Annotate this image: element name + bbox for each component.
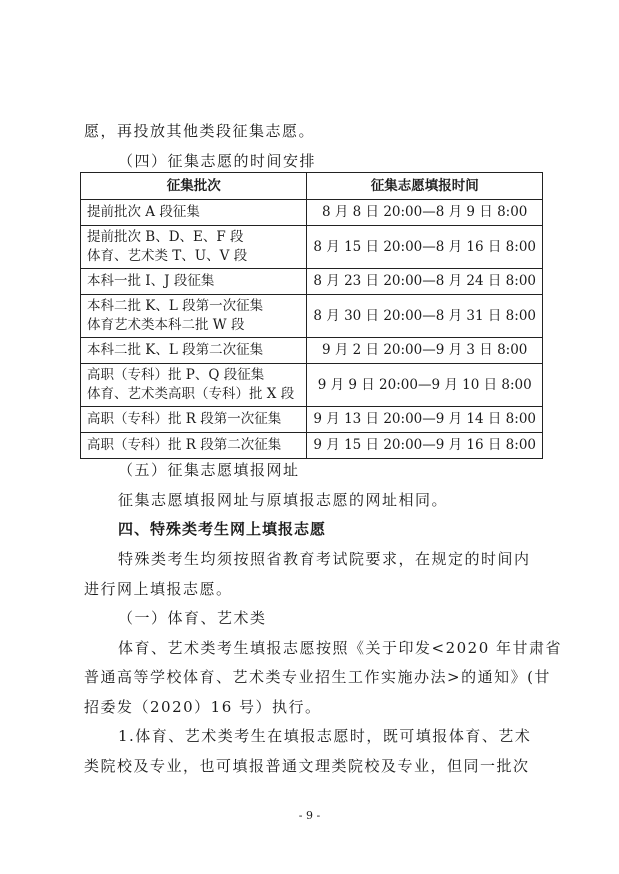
- heading-schedule: （四）征集志愿的时间安排: [118, 152, 317, 170]
- batch-cell: [81, 433, 307, 459]
- time-cell: 8 月 23 日 20:00—8 月 24 日 8:00: [307, 269, 543, 295]
- paragraph-url: 征集志愿填报网址与原填报志愿的网址相同。: [118, 491, 449, 509]
- paragraph-line: 普通高等学校体育、艺术类专业招生工作实施办法>的通知》(甘: [84, 668, 551, 686]
- time-cell: 9 月 13 日 20:00—9 月 14 日 8:00: [307, 407, 543, 433]
- paragraph-line: 招委发（2020）16 号）执行。: [84, 698, 322, 716]
- table-row: [81, 295, 543, 338]
- batch-cell: [81, 200, 307, 226]
- schedule-table: [80, 172, 543, 459]
- heading-url: （五）征集志愿填报网址: [118, 461, 300, 479]
- time-cell: 9 月 2 日 20:00—9 月 3 日 8:00: [307, 338, 543, 364]
- paragraph-line: 1.体育、艺术类考生在填报志愿时，既可填报体育、艺术: [118, 727, 532, 745]
- batch-line: 本科一批 I、J 段征集: [87, 273, 215, 289]
- table-row: [81, 407, 543, 433]
- batch-cell: [81, 295, 307, 338]
- batch-line: 高职（专科）批 R 段第二次征集: [87, 437, 282, 453]
- batch-line: 体育艺术类本科二批 W 段: [87, 317, 245, 333]
- paragraph-continuation: 愿，再投放其他类段征集志愿。: [84, 122, 316, 140]
- batch-cell: [81, 338, 307, 364]
- batch-line: 高职（专科）批 P、Q 段征集: [87, 367, 265, 383]
- batch-line: 体育、艺术类高职（专科）批 X 段: [87, 386, 295, 402]
- section-heading: 四、特殊类考生网上填报志愿: [118, 520, 327, 538]
- table-header-batch: 征集批次: [81, 173, 307, 200]
- batch-line: 体育、艺术类 T、U、V 段: [87, 248, 248, 264]
- batch-line: 提前批次 B、D、E、F 段: [87, 229, 244, 245]
- time-cell: 8 月 15 日 20:00—8 月 16 日 8:00: [307, 226, 543, 269]
- batch-line: 高职（专科）批 R 段第一次征集: [87, 411, 282, 427]
- batch-cell: [81, 226, 307, 269]
- batch-line: 本科二批 K、L 段第二次征集: [87, 342, 264, 358]
- paragraph-line: 特殊类考生均须按照省教育考试院要求，在规定的时间内: [118, 550, 531, 568]
- batch-cell: [81, 364, 307, 407]
- paragraph-line: 类院校及专业，也可填报普通文理类院校及专业，但同一批次: [84, 757, 530, 775]
- table-row: [81, 200, 543, 226]
- paragraph-line: 体育、艺术类考生填报志愿按照《关于印发<2020 年甘肃省: [118, 639, 563, 657]
- batch-cell: [81, 269, 307, 295]
- time-cell: 9 月 9 日 20:00—9 月 10 日 8:00: [307, 364, 543, 407]
- page-number: - 9 -: [298, 809, 321, 822]
- table-header-time: 征集志愿填报时间: [307, 173, 543, 200]
- table-row: [81, 226, 543, 269]
- batch-cell: [81, 407, 307, 433]
- batch-line: 本科二批 K、L 段第一次征集: [87, 298, 264, 314]
- time-cell: 8 月 30 日 20:00—8 月 31 日 8:00: [307, 295, 543, 338]
- batch-line: 提前批次 A 段征集: [87, 204, 200, 220]
- table-row: [81, 338, 543, 364]
- time-cell: 9 月 15 日 20:00—9 月 16 日 8:00: [307, 433, 543, 459]
- paragraph-line: 进行网上填报志愿。: [84, 580, 233, 598]
- subheading-sports-arts: （一）体育、艺术类: [118, 609, 267, 627]
- time-cell: 8 月 8 日 20:00—8 月 9 日 8:00: [307, 200, 543, 226]
- table-row: [81, 269, 543, 295]
- table-row: [81, 364, 543, 407]
- table-row: [81, 433, 543, 459]
